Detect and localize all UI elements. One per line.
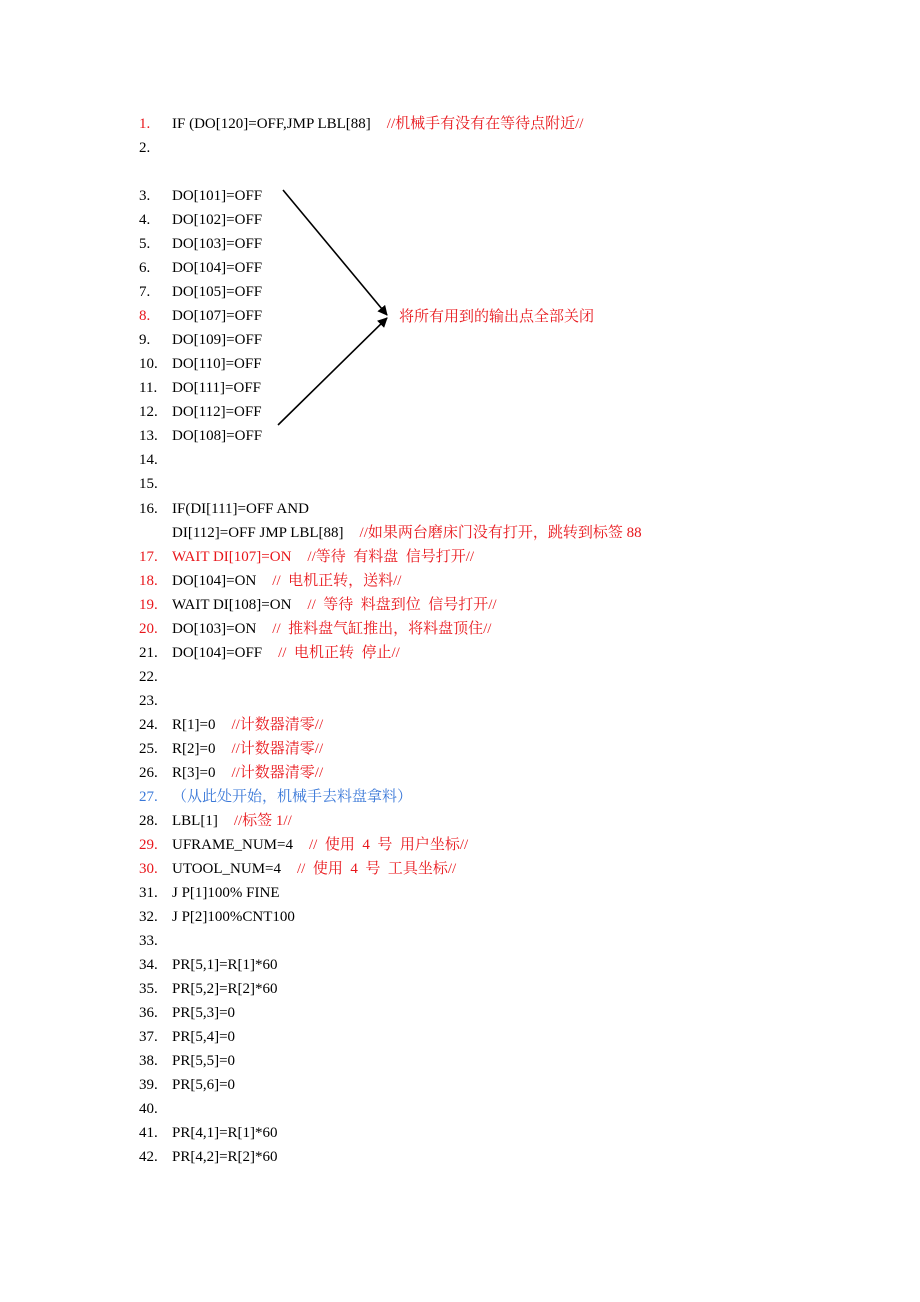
code-text: PR[5,5]=0 — [172, 1053, 236, 1069]
arrow-lower — [278, 318, 387, 425]
code-text: DO[103]=OFF — [172, 236, 263, 252]
code-text: IF(DI[111]=OFF AND — [172, 501, 309, 517]
line-number: 42. — [139, 1149, 158, 1165]
line-number: 19. — [139, 597, 158, 613]
line-number: 28. — [139, 813, 158, 829]
line-number: 25. — [139, 741, 158, 757]
line-number: 6. — [139, 260, 151, 276]
line-number: 41. — [139, 1125, 158, 1141]
line-number: 22. — [139, 669, 158, 685]
code-comment: //如果两台磨床门没有打开，跳转到标签 88 — [359, 525, 642, 541]
code-text: IF (DO[120]=OFF,JMP LBL[88] — [172, 116, 371, 132]
code-text: R[2]=0 — [172, 741, 216, 757]
code-text: R[3]=0 — [172, 765, 216, 781]
code-text: DI[112]=OFF JMP LBL[88] — [172, 525, 344, 541]
line-number: 18. — [139, 573, 158, 589]
code-text: DO[105]=OFF — [172, 284, 263, 300]
line-number: 5. — [139, 236, 151, 252]
code-text: J P[1]100% FINE — [172, 885, 280, 901]
code-text: DO[109]=OFF — [172, 332, 263, 348]
code-text: DO[108]=OFF — [172, 428, 263, 444]
line-number: 7. — [139, 284, 151, 300]
line-number: 35. — [139, 981, 158, 997]
line-number: 26. — [139, 765, 158, 781]
code-text: LBL[1] — [172, 813, 218, 829]
code-text: DO[102]=OFF — [172, 212, 263, 228]
code-text: （从此处开始，机械手去料盘拿料） — [172, 789, 413, 805]
line-number: 15. — [139, 476, 158, 492]
line-number: 17. — [139, 549, 158, 565]
code-text: PR[5,6]=0 — [172, 1077, 236, 1093]
code-text: DO[104]=ON — [172, 573, 257, 589]
line-number: 12. — [139, 404, 158, 420]
arrow-annotation: 将所有用到的输出点全部关闭 — [399, 309, 595, 325]
code-text: J P[2]100%CNT100 — [172, 909, 295, 925]
line-number: 39. — [139, 1077, 158, 1093]
code-comment: //等待 有料盘 信号打开// — [307, 549, 475, 565]
code-text: UFRAME_NUM=4 — [172, 837, 293, 853]
code-text: PR[5,4]=0 — [172, 1029, 236, 1045]
line-number: 4. — [139, 212, 151, 228]
code-text: PR[4,2]=R[2]*60 — [172, 1149, 278, 1165]
code-comment: // 电机正转，送料// — [272, 573, 402, 589]
line-number: 11. — [139, 380, 158, 396]
line-number: 20. — [139, 621, 158, 637]
line-number: 29. — [139, 837, 158, 853]
line-number: 24. — [139, 717, 158, 733]
code-comment: // 使用 4 号 工具坐标// — [297, 861, 457, 877]
line-number: 1. — [139, 116, 151, 132]
code-comment: // 等待 料盘到位 信号打开// — [307, 597, 497, 613]
code-comment: //计数器清零// — [231, 741, 324, 757]
line-number: 13. — [139, 428, 158, 444]
line-number: 30. — [139, 861, 158, 877]
line-number: 8. — [139, 308, 151, 324]
line-number: 9. — [139, 332, 151, 348]
code-text: UTOOL_NUM=4 — [172, 861, 282, 877]
line-number: 33. — [139, 933, 158, 949]
code-text: PR[4,1]=R[1]*60 — [172, 1125, 278, 1141]
line-number: 38. — [139, 1053, 158, 1069]
line-number: 36. — [139, 1005, 158, 1021]
code-comment: //计数器清零// — [231, 765, 324, 781]
line-number: 3. — [139, 188, 151, 204]
code-text: PR[5,3]=0 — [172, 1005, 236, 1021]
line-number: 23. — [139, 693, 158, 709]
arrow-upper — [283, 190, 387, 315]
line-number: 14. — [139, 452, 158, 468]
code-text: PR[5,2]=R[2]*60 — [172, 981, 278, 997]
code-text: DO[104]=OFF — [172, 645, 263, 661]
code-text: R[1]=0 — [172, 717, 216, 733]
code-text: DO[111]=OFF — [172, 380, 262, 396]
line-number: 32. — [139, 909, 158, 925]
code-text: PR[5,1]=R[1]*60 — [172, 957, 278, 973]
code-comment: //机械手有没有在等待点附近// — [386, 116, 584, 132]
code-text: DO[107]=OFF — [172, 308, 263, 324]
line-number: 37. — [139, 1029, 158, 1045]
code-text: DO[101]=OFF — [172, 188, 263, 204]
line-number: 31. — [139, 885, 158, 901]
code-comment: //计数器清零// — [231, 717, 324, 733]
line-number: 10. — [139, 356, 158, 372]
line-number: 2. — [139, 140, 151, 156]
code-text: DO[103]=ON — [172, 621, 257, 637]
line-number: 40. — [139, 1101, 158, 1117]
line-number: 21. — [139, 645, 158, 661]
code-comment: // 电机正转 停止// — [278, 645, 400, 661]
code-text: DO[104]=OFF — [172, 260, 263, 276]
code-comment: //标签 1// — [233, 813, 292, 829]
code-text: DO[112]=OFF — [172, 404, 262, 420]
code-text: WAIT DI[107]=ON — [172, 549, 292, 565]
code-comment: // 使用 4 号 用户坐标// — [308, 837, 469, 853]
line-number: 34. — [139, 957, 158, 973]
code-comment: // 推料盘气缸推出，将料盘顶住// — [272, 621, 492, 637]
line-number: 16. — [139, 501, 158, 517]
line-number: 27. — [139, 789, 158, 805]
code-text: WAIT DI[108]=ON — [172, 597, 292, 613]
code-text: DO[110]=OFF — [172, 356, 262, 372]
